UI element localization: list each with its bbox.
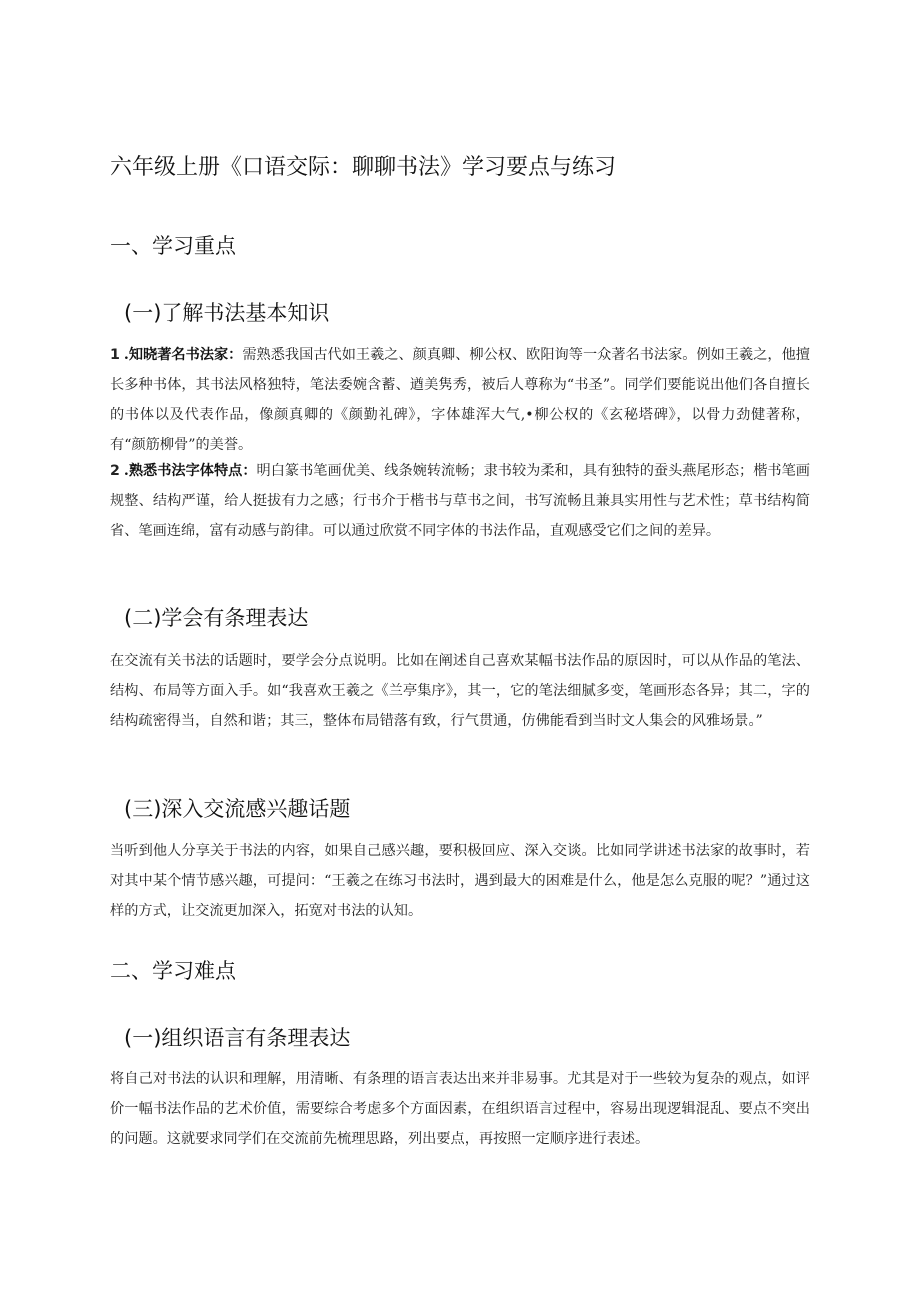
list-item <box>110 456 810 546</box>
list-item-lead: .知晓著名书法家： <box>123 347 243 363</box>
subsection-heading-basic-knowledge: (一)了解书法基本知识 <box>124 301 330 325</box>
paragraph: 当听到他人分享关于书法的内容，如果自己感兴趣，要积极回应、深入交谈。比如同学讲述书法家的故事时，若对其中某个情节感兴趣，可提问：“王羲之在练习书法时，遇到最大的困难是什么，他是怎么克服的呢？”通过这样的方式，让交流更加深入，拓宽对书法的认知。 <box>110 843 810 919</box>
section-heading-difficulties: 二、学习难点 <box>110 959 236 983</box>
list-item-text: 明白篆书笔画优美、线条婉转流畅；隶书较为柔和，具有独特的蚕头燕尾形态；楷书笔画规整、结构严谨，给人挺拔有力之感；行书介于楷书与草书之间，书写流畅且兼具实用性与艺术性；草书结构简省、笔画连绵，富有动感与韵律。可以通过欣赏不同字体的书法作品，直观感受它们之间的差异。 <box>110 463 810 539</box>
paragraph: 将自己对书法的认识和理解，用清晰、有条理的语言表达出来并非易事。尤其是对于一些较为复杂的观点，如评价一幅书法作品的艺术价值，需要综合考虑多个方面因素，在组织语言过程中，容易出现逻辑混乱、要点不突出的问题。这就要求同学们在交流前先梳理思路，列出要点，再按照一定顺序进行表述。 <box>110 1071 810 1147</box>
subsection-heading-organized-expression: (二)学会有条理表达 <box>124 606 309 630</box>
list-item-number: 1 <box>110 347 120 363</box>
list-item-number: 2 <box>110 463 120 479</box>
subsection-heading-interesting-topics: (三)深入交流感兴趣话题 <box>124 797 351 821</box>
list-item-text: 需熟悉我国古代如王羲之、颜真卿、柳公权、欧阳询等一众著名书法家。例如王羲之，他擅长多种书体，其书法风格独特，笔法委婉含蓄、遒美隽秀，被后人尊称为“书圣”。同学们要能说出他们各自擅长的书体以及代表作品，像颜真卿的《颜勤礼碑》，字体雄浑大气,•柳公权的《玄秘塔碑》，以骨力劲健著称，有“颜筋柳骨”的美誉。 <box>110 347 810 453</box>
paragraph: 在交流有关书法的话题时，要学会分点说明。比如在阐述自己喜欢某幅书法作品的原因时，可以从作品的笔法、结构、布局等方面入手。如“我喜欢王羲之《兰亭集序》，其一，它的笔法细腻多变，笔画形态各异；其二，字的结构疏密得当，自然和谐；其三，整体布局错落有致，行气贯通，仿佛能看到当时文人集会的风雅场景。” <box>110 653 810 729</box>
list-item-lead: .熟悉书法字体特点： <box>123 463 257 479</box>
list-item <box>110 340 810 460</box>
subsection-heading-organize-language: (一)组织语言有条理表达 <box>124 1026 351 1050</box>
section-heading-key-points: 一、学习重点 <box>110 234 236 258</box>
document-title: 六年级上册《口语交际：聊聊书法》学习要点与练习 <box>110 155 617 180</box>
